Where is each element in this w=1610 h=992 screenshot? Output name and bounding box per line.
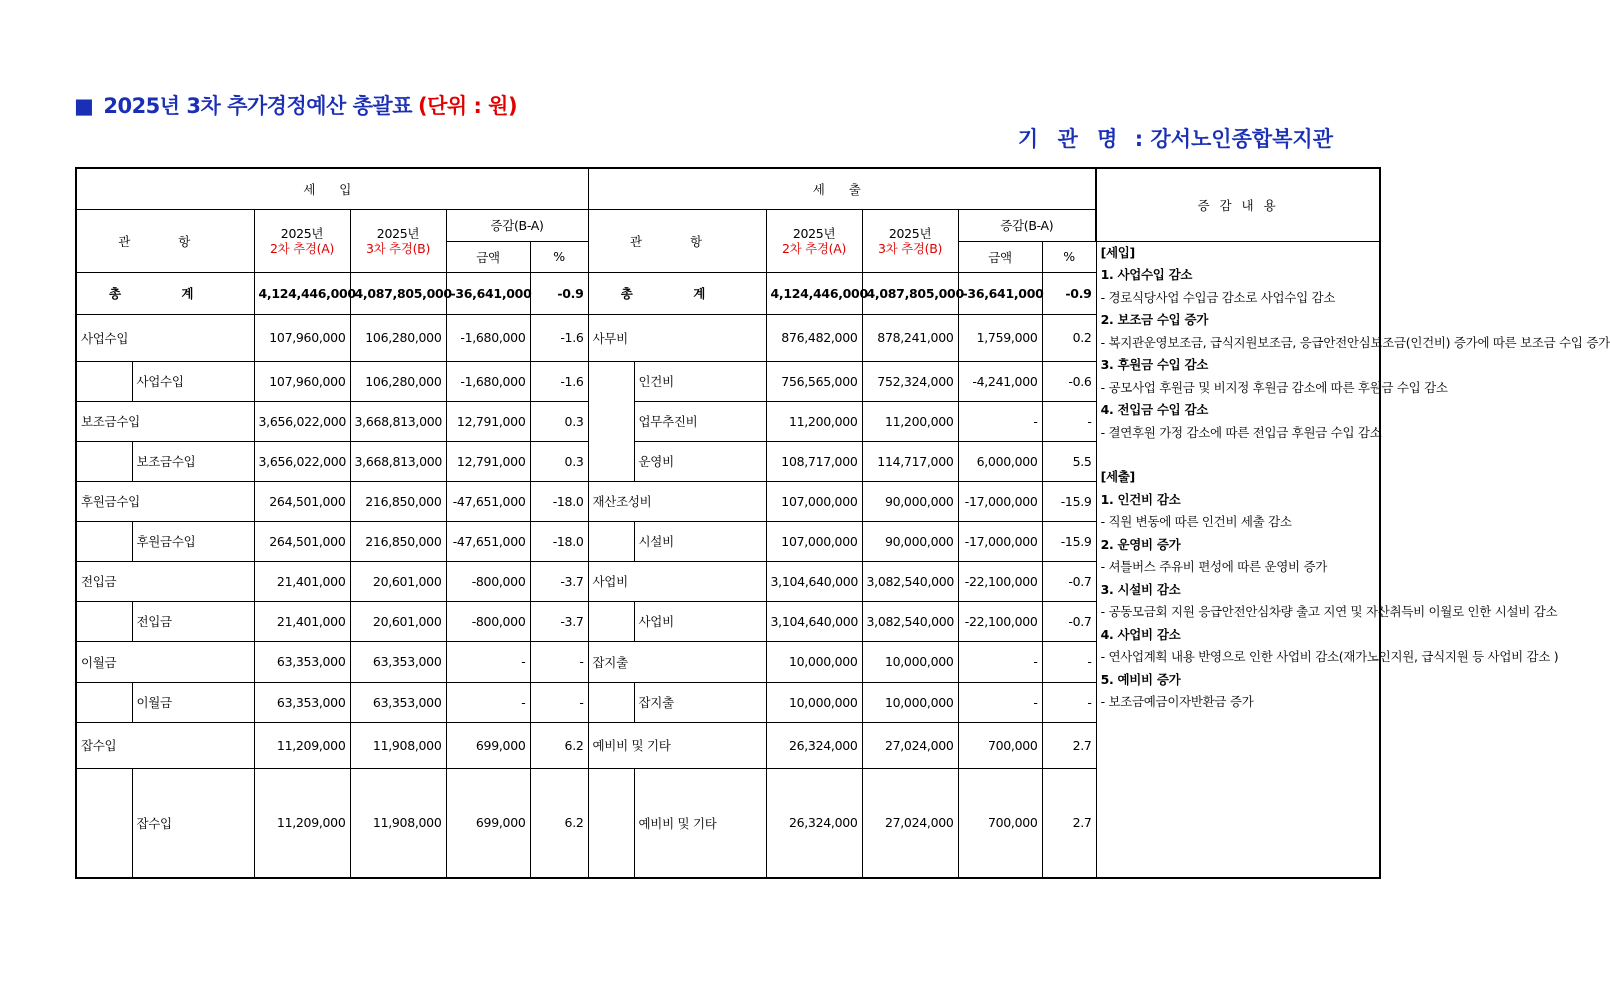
income-col-b-header: 2025년 3차 추경(B)	[350, 209, 446, 272]
expense-note-text: - 공동모금회 지원 응급안전안심차량 출고 지연 및 자산취득비 이월로 인한 시설비 감소	[1100, 604, 1558, 619]
income-pct: -3.7	[530, 601, 588, 641]
indent-cell	[76, 768, 132, 878]
income-amount-a: 63,353,000	[254, 682, 350, 722]
income-total-diff: -36,641,000	[446, 272, 530, 314]
expense-amount-a: 876,482,000	[766, 314, 862, 361]
expense-kwan-label: 예비비 및 기타	[588, 722, 766, 768]
expense-pct: -0.7	[1042, 601, 1096, 641]
expense-total-label: 총 계	[588, 272, 766, 314]
org-label: 기 관 명	[1017, 127, 1124, 151]
expense-amount-b: 752,324,000	[862, 361, 958, 401]
expense-hang-label: 업무추진비	[634, 401, 766, 441]
expense-diff: 700,000	[958, 768, 1042, 878]
expense-amount-a: 11,200,000	[766, 401, 862, 441]
expense-note-text: - 연사업계획 내용 반영으로 인한 사업비 감소(재가노인지원, 급식지원 등 사업비 감소 )	[1100, 649, 1559, 664]
expense-amount-header: 금액	[958, 241, 1042, 272]
expense-kwan-label: 사업비	[588, 561, 766, 601]
expense-diff: 700,000	[958, 722, 1042, 768]
income-amount-b: 20,601,000	[350, 601, 446, 641]
income-note-title: 2. 보조금 수입 증가	[1100, 312, 1208, 327]
income-diff: -47,651,000	[446, 521, 530, 561]
expense-kwan-label: 잡지출	[588, 641, 766, 682]
expense-amount-b: 90,000,000	[862, 481, 958, 521]
indent-cell	[76, 682, 132, 722]
expense-amount-a: 756,565,000	[766, 361, 862, 401]
income-kwan-label: 전입금	[76, 561, 254, 601]
expense-amount-b: 27,024,000	[862, 722, 958, 768]
income-amount-header: 금액	[446, 241, 530, 272]
income-total-b: 4,087,805,000	[350, 272, 446, 314]
expense-diff: -	[958, 401, 1042, 441]
income-col-a-header: 2025년 2차 추경(A)	[254, 209, 350, 272]
expense-note-text: - 보조금예금이자반환금 증가	[1100, 694, 1254, 709]
expense-pct: -	[1042, 641, 1096, 682]
income-diff: -800,000	[446, 561, 530, 601]
expense-pct-header: %	[1042, 241, 1096, 272]
expense-hang-label: 인건비	[634, 361, 766, 401]
budget-summary-table	[75, 167, 1610, 879]
income-amount-b: 63,353,000	[350, 682, 446, 722]
income-hang-label: 사업수입	[132, 361, 254, 401]
expense-pct: 5.5	[1042, 441, 1096, 481]
expense-header: 세 출	[588, 168, 1096, 209]
income-diff: 699,000	[446, 722, 530, 768]
expense-kwan-label: 사무비	[588, 314, 766, 361]
indent-cell	[588, 682, 634, 722]
expense-pct: 2.7	[1042, 722, 1096, 768]
income-total-label: 총 계	[76, 272, 254, 314]
income-pct: -	[530, 682, 588, 722]
income-pct: 6.2	[530, 722, 588, 768]
indent-cell	[76, 361, 132, 401]
income-pct: -18.0	[530, 481, 588, 521]
income-header: 세 입	[76, 168, 588, 209]
income-amount-b: 3,668,813,000	[350, 401, 446, 441]
title-bullet: ■	[74, 94, 94, 118]
income-amount-a: 11,209,000	[254, 768, 350, 878]
organization-name	[1018, 123, 1333, 153]
expense-amount-a: 10,000,000	[766, 682, 862, 722]
expense-diff: -22,100,000	[958, 601, 1042, 641]
expense-amount-a: 3,104,640,000	[766, 601, 862, 641]
org-value: 강서노인종합복지관	[1150, 127, 1333, 151]
expense-amount-b: 90,000,000	[862, 521, 958, 561]
income-pct: 6.2	[530, 768, 588, 878]
expense-diff: -	[958, 641, 1042, 682]
expense-note-text: - 셔틀버스 주유비 편성에 따른 운영비 증가	[1100, 559, 1327, 574]
income-total-pct: -0.9	[530, 272, 588, 314]
income-amount-b: 216,850,000	[350, 521, 446, 561]
expense-amount-a: 108,717,000	[766, 441, 862, 481]
income-kwan-label: 사업수입	[76, 314, 254, 361]
expense-note-text: - 직원 변동에 따른 인건비 세출 감소	[1100, 514, 1292, 529]
income-note-title: 1. 사업수입 감소	[1100, 267, 1193, 282]
income-amount-a: 264,501,000	[254, 521, 350, 561]
income-diff: -1,680,000	[446, 361, 530, 401]
expense-diff: -22,100,000	[958, 561, 1042, 601]
expense-amount-a: 10,000,000	[766, 641, 862, 682]
expense-pct: -15.9	[1042, 521, 1096, 561]
income-amount-b: 11,908,000	[350, 768, 446, 878]
expense-amount-b: 10,000,000	[862, 682, 958, 722]
income-kwan-label: 잡수입	[76, 722, 254, 768]
income-diff: 12,791,000	[446, 441, 530, 481]
income-pct: -1.6	[530, 314, 588, 361]
org-colon: :	[1134, 127, 1144, 151]
income-amount-b: 63,353,000	[350, 641, 446, 682]
income-diff: -1,680,000	[446, 314, 530, 361]
expense-notes-heading: [세출]	[1100, 469, 1135, 484]
expense-total-diff: -36,641,000	[958, 272, 1042, 314]
income-hang-label: 전입금	[132, 601, 254, 641]
expense-col-b-header: 2025년 3차 추경(B)	[862, 209, 958, 272]
expense-amount-a: 107,000,000	[766, 521, 862, 561]
expense-pct: 0.2	[1042, 314, 1096, 361]
income-pct: -18.0	[530, 521, 588, 561]
income-diff: -	[446, 641, 530, 682]
expense-amount-a: 107,000,000	[766, 481, 862, 521]
income-kwan-label: 보조금수입	[76, 401, 254, 441]
expense-pct: -	[1042, 401, 1096, 441]
expense-item-header: 관 항	[588, 209, 766, 272]
income-amount-a: 21,401,000	[254, 561, 350, 601]
income-hang-label: 후원금수입	[132, 521, 254, 561]
page-title	[74, 90, 517, 120]
income-diff: 699,000	[446, 768, 530, 878]
income-note-title: 3. 후원금 수입 감소	[1100, 357, 1208, 372]
expense-note-title: 5. 예비비 증가	[1100, 671, 1181, 687]
expense-pct: -15.9	[1042, 481, 1096, 521]
expense-diff: -17,000,000	[958, 481, 1042, 521]
expense-diff: -4,241,000	[958, 361, 1042, 401]
expense-diff: 6,000,000	[958, 441, 1042, 481]
expense-total-b: 4,087,805,000	[862, 272, 958, 314]
expense-pct: -0.6	[1042, 361, 1096, 401]
income-diff-header: 증감(B-A)	[446, 209, 588, 241]
income-note-text: - 결연후원 가정 감소에 따른 전입금 후원금 수입 감소	[1100, 424, 1382, 440]
indent-cell	[76, 521, 132, 561]
indent-cell	[588, 601, 634, 641]
income-amount-a: 63,353,000	[254, 641, 350, 682]
expense-amount-b: 3,082,540,000	[862, 601, 958, 641]
income-amount-a: 264,501,000	[254, 481, 350, 521]
income-pct: 0.3	[530, 401, 588, 441]
expense-amount-a: 26,324,000	[766, 722, 862, 768]
expense-col-a-header: 2025년 2차 추경(A)	[766, 209, 862, 272]
income-pct: -3.7	[530, 561, 588, 601]
expense-total-pct: -0.9	[1042, 272, 1096, 314]
income-amount-a: 107,960,000	[254, 361, 350, 401]
expense-hang-label: 사업비	[634, 601, 766, 641]
income-note-title: 4. 전입금 수입 감소	[1100, 402, 1208, 417]
income-amount-a: 21,401,000	[254, 601, 350, 641]
income-hang-label: 이월금	[132, 682, 254, 722]
expense-diff: -	[958, 682, 1042, 722]
indent-cell	[76, 441, 132, 481]
income-hang-label: 보조금수입	[132, 441, 254, 481]
income-amount-b: 216,850,000	[350, 481, 446, 521]
expense-note-title: 1. 인건비 감소	[1100, 491, 1181, 507]
expense-amount-b: 10,000,000	[862, 641, 958, 682]
income-amount-b: 106,280,000	[350, 361, 446, 401]
indent-cell	[588, 768, 634, 878]
income-diff: -	[446, 682, 530, 722]
income-kwan-label: 후원금수입	[76, 481, 254, 521]
expense-note-title: 3. 시설비 감소	[1100, 581, 1181, 597]
change-desc-header: 증 감 내 용	[1096, 168, 1380, 241]
income-amount-b: 20,601,000	[350, 561, 446, 601]
expense-pct: -	[1042, 682, 1096, 722]
expense-diff-header: 증감(B-A)	[958, 209, 1096, 241]
income-diff: -800,000	[446, 601, 530, 641]
expense-pct: 2.7	[1042, 768, 1096, 878]
income-pct: -	[530, 641, 588, 682]
expense-diff: -17,000,000	[958, 521, 1042, 561]
expense-note-title: 4. 사업비 감소	[1100, 626, 1181, 642]
income-amount-a: 3,656,022,000	[254, 401, 350, 441]
title-text: 2025년 3차 추가경정예산 총괄표	[103, 94, 412, 118]
expense-amount-b: 11,200,000	[862, 401, 958, 441]
income-amount-a: 3,656,022,000	[254, 441, 350, 481]
income-amount-b: 106,280,000	[350, 314, 446, 361]
expense-amount-b: 3,082,540,000	[862, 561, 958, 601]
income-kwan-label: 이월금	[76, 641, 254, 682]
income-amount-b: 3,668,813,000	[350, 441, 446, 481]
income-note-text: - 공모사업 후원금 및 비지정 후원금 감소에 따른 후원금 수입 감소	[1100, 379, 1448, 395]
indent-cell	[588, 361, 634, 481]
income-note-text: - 복지관운영보조금, 급식지원보조금, 응급안전안심보조금(인건비) 증가에 따른 보조금 수입 증가	[1100, 334, 1610, 350]
expense-total-a: 4,124,446,000	[766, 272, 862, 314]
expense-hang-label: 예비비 및 기타	[634, 768, 766, 878]
income-hang-label: 잡수입	[132, 768, 254, 878]
expense-amount-b: 878,241,000	[862, 314, 958, 361]
notes-spacer	[1101, 444, 1376, 466]
income-pct-header: %	[530, 241, 588, 272]
income-diff: 12,791,000	[446, 401, 530, 441]
indent-cell	[76, 601, 132, 641]
income-item-header: 관 항	[76, 209, 254, 272]
expense-amount-b: 114,717,000	[862, 441, 958, 481]
income-diff: -47,651,000	[446, 481, 530, 521]
income-amount-a: 11,209,000	[254, 722, 350, 768]
expense-amount-b: 27,024,000	[862, 768, 958, 878]
income-total-a: 4,124,446,000	[254, 272, 350, 314]
income-note-text: - 경로식당사업 수입금 감소로 사업수입 감소	[1100, 289, 1336, 305]
expense-pct: -0.7	[1042, 561, 1096, 601]
expense-hang-label: 운영비	[634, 441, 766, 481]
income-pct: 0.3	[530, 441, 588, 481]
expense-hang-label: 시설비	[634, 521, 766, 561]
expense-note-title: 2. 운영비 증가	[1100, 536, 1181, 552]
income-pct: -1.6	[530, 361, 588, 401]
income-notes-heading: [세입]	[1100, 244, 1135, 260]
income-amount-b: 11,908,000	[350, 722, 446, 768]
title-unit: (단위 : 원)	[417, 94, 518, 118]
income-amount-a: 107,960,000	[254, 314, 350, 361]
indent-cell	[588, 521, 634, 561]
expense-diff: 1,759,000	[958, 314, 1042, 361]
expense-amount-a: 3,104,640,000	[766, 561, 862, 601]
change-description	[1096, 241, 1610, 878]
expense-amount-a: 26,324,000	[766, 768, 862, 878]
expense-kwan-label: 재산조성비	[588, 481, 766, 521]
expense-hang-label: 잡지출	[634, 682, 766, 722]
